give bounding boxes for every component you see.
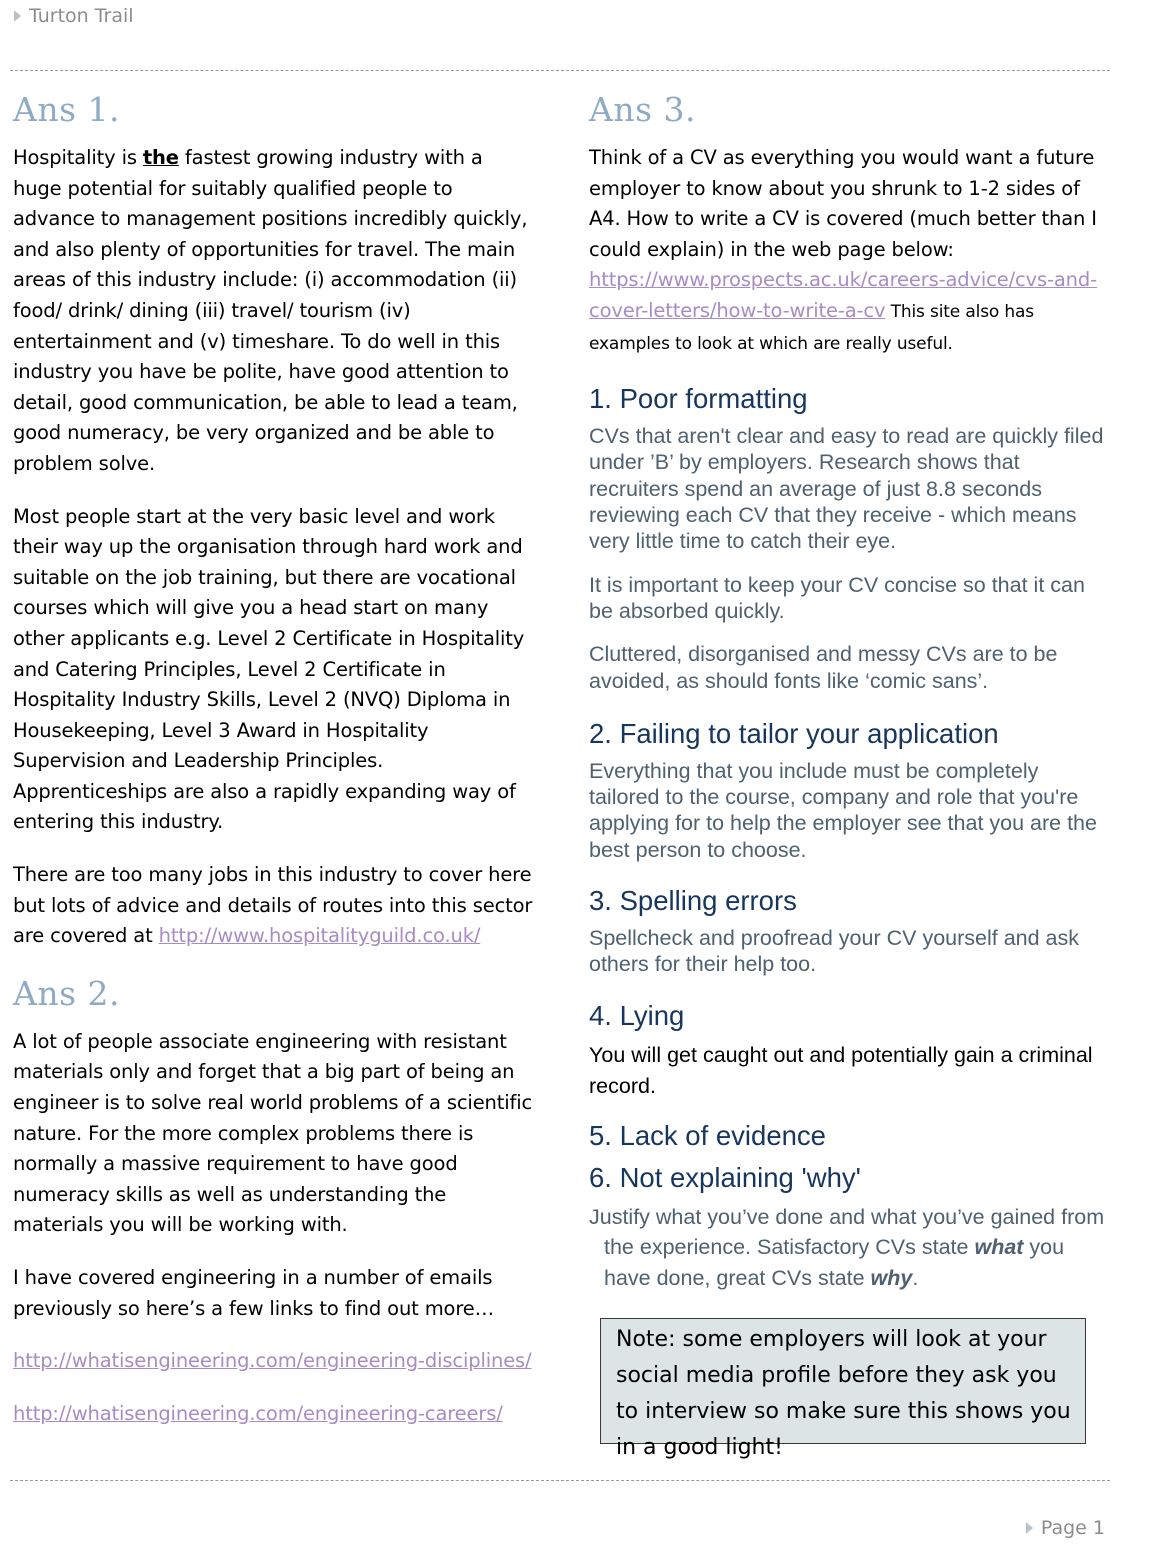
page-footer <box>1026 1517 1105 1539</box>
ans1-title: Ans 1. <box>13 90 120 129</box>
ans1-paragraph-2: Most people start at the very basic level and work their way up the organisation through hard work and suitable on the job training, but there are vocational courses which will give you a head start on many other applicants e.g. Level 2 Certificate in Hospitality and Catering Principles, Level 2 Certificate in Hospitality Industry Skills, Level 2 (NVQ) Diploma in Housekeeping, Level 3 Award in Hospitality Supervision and Leadership Principles. Apprenticeships are also a rapidly expanding way of entering this industry. <box>13 504 525 834</box>
prospects-cv-link[interactable]: https://www.prospects.ac.uk/careers-advice/cvs-and-cover-letters/how-to-write-a-cv <box>589 268 1097 322</box>
ans2-paragraph-2: I have covered engineering in a number of emails previously so here’s a few links to find out more… <box>13 1266 494 1320</box>
ans2-link-2-line <box>13 1399 533 1430</box>
ans1-emphasis: the <box>142 146 179 169</box>
ans3-title: Ans 3. <box>589 90 696 129</box>
ans2-title: Ans 2. <box>13 973 120 1013</box>
right-column <box>589 90 1114 1310</box>
left-column <box>13 90 533 1451</box>
why-text: Justify what you’ve done and what you’ve gained from the experience. Satisfactory CVs state what you have done, great CVs state why. <box>589 1204 1105 1290</box>
poor-formatting-text-1: CVs that aren't clear and easy to read are quickly filed under ’B’ by employers. Research shows that recruiters spend an average of just 8.8 seconds reviewing each CV that they receive - which means very little time to catch their eye. <box>589 424 1104 554</box>
footer-divider <box>10 1480 1110 1481</box>
engineering-careers-link[interactable]: http://whatisengineering.com/engineering-careers/ <box>13 1401 503 1425</box>
triangle-marker-icon <box>1026 1522 1033 1534</box>
poor-formatting-text-2: It is important to keep your CV concise so that it can be absorbed quickly. <box>589 572 1085 623</box>
lying-text: You will get caught out and potentially gain a criminal record. <box>589 1042 1093 1098</box>
hospitalityguild-link[interactable]: http://www.hospitalityguild.co.uk/ <box>158 924 481 948</box>
ans3-intro: Think of a CV as everything you would want a future employer to know about you shrunk to 1-2 sides of A4. How to write a CV is covered (much better than I could explain) in the web page below: https://www.prospects.ac.uk/careers-advice/cvs-and-cover-letters/how-to-write-a-cv This site also has examples to look at which are really useful. <box>589 146 1097 354</box>
ans1-paragraph-1: Hospitality is the fastest growing industry with a huge potential for suitably qualified people to advance to management positions incredibly quickly, and also plenty of opportunities for travel. The main areas of this industry include: (i) accommodation (ii) food/ drink/ dining (iii) travel/ tourism (iv) entertainment and (v) timeshare. To do well in this industry you have be polite, have good attention to detail, good communication, be able to lead a team, good numeracy, be very organized and be able to problem solve. <box>13 146 528 475</box>
ans2-link-1-line <box>13 1346 533 1377</box>
header-divider <box>10 70 1110 71</box>
section-heading-why: 6. Not explaining 'why' <box>589 1161 861 1193</box>
ans2-paragraph-1: A lot of people associate engineering with resistant materials only and forget that a big part of being an engineer is to solve real world problems of a scientific nature. For the more complex problems there is normally a massive requirement to have good numeracy skills as well as understanding the materials you will be working with. <box>13 1029 533 1237</box>
ans1-paragraph-3: There are too many jobs in this industry to cover here but lots of advice and details of routes into this sector are covered at http://www.hospitalityguild.co.uk/ <box>13 863 533 948</box>
social-media-note-box <box>600 1318 1086 1460</box>
poor-formatting-text-3: Cluttered, disorganised and messy CVs are to be avoided, as should fonts like ‘comic sans’. <box>589 642 1058 693</box>
note-text: Note: some employers will look at your social media profile before they ask you to interview so make sure this shows you in a good light! <box>616 1327 1071 1460</box>
spelling-text: Spellcheck and proofread your CV yourself and ask others for their help too. <box>589 926 1079 977</box>
section-heading-lying: 4. Lying <box>589 999 685 1031</box>
page-number: Page 1 <box>1040 1517 1105 1539</box>
triangle-marker-icon <box>14 10 21 22</box>
section-heading-poor-formatting: 1. Poor formatting <box>589 383 808 415</box>
tailor-text: Everything that you include must be completely tailored to the course, company and role that you're applying for to help the employer see that you are the best person to choose. <box>589 758 1097 862</box>
section-heading-spelling: 3. Spelling errors <box>589 885 797 917</box>
section-heading-tailor: 2. Failing to tailor your application <box>589 717 999 749</box>
running-header <box>14 5 134 27</box>
header-title: Turton Trail <box>29 5 134 27</box>
section-heading-evidence: 5. Lack of evidence <box>589 1119 826 1151</box>
engineering-disciplines-link[interactable]: http://whatisengineering.com/engineering-disciplines/ <box>13 1349 532 1373</box>
